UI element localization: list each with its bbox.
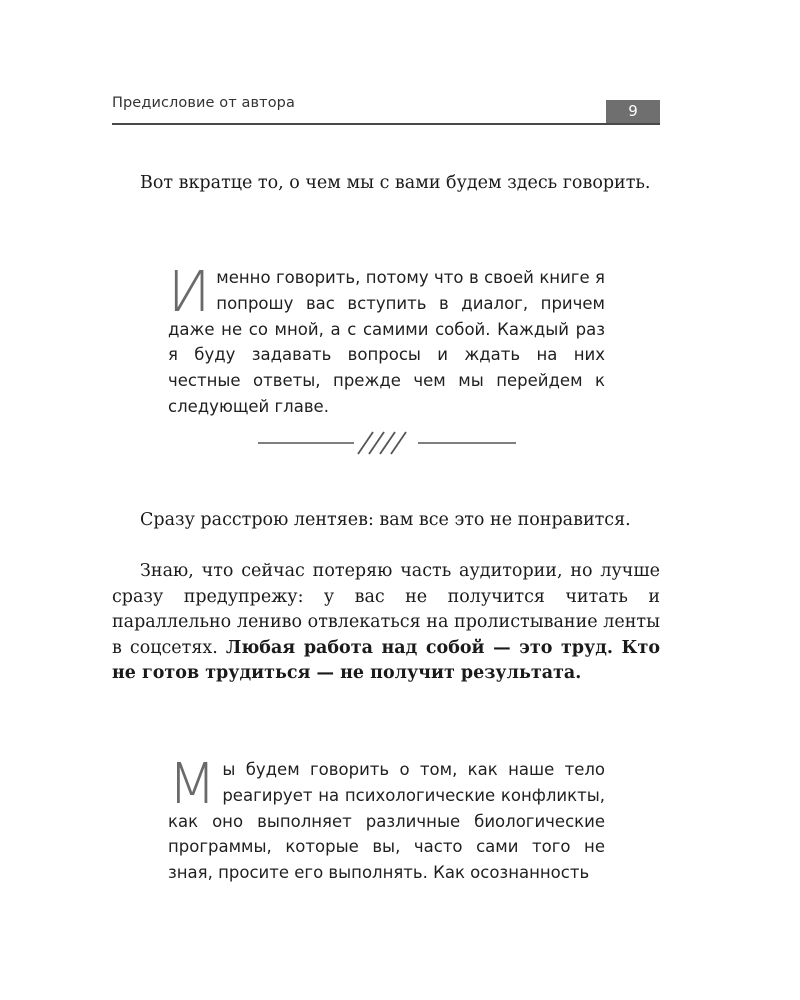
callout-block-2 bbox=[168, 752, 605, 886]
drop-cap: М bbox=[168, 752, 217, 817]
drop-cap: И bbox=[168, 260, 211, 325]
section-divider-ornament bbox=[258, 430, 516, 456]
callout-text: менно говорить, потому что в своей книге я попрошу вас вступить в диалог, причем даже не со мной, а с самими собой. Каждый раз я буду задавать вопросы и ждать на них честные ответы, прежде чем мы перейдем к следующей главе. bbox=[168, 268, 605, 416]
callout-block-1 bbox=[168, 260, 605, 420]
header-rule bbox=[112, 123, 660, 125]
intro-paragraph: Вот вкратце то, о чем мы с вами будем здесь говорить. bbox=[140, 173, 651, 193]
body-paragraph-2 bbox=[112, 559, 660, 687]
body-paragraph-1: Сразу расстрою лентяев: вам все это не понравится. bbox=[140, 510, 631, 530]
body-paragraph-2-emphasis: Любая работа над собой — это труд. Кто не готов трудиться — не получит результата. bbox=[112, 637, 660, 683]
running-header-title: Предисловие от автора bbox=[112, 95, 295, 111]
callout-text: ы будем говорить о том, как наше тело реагирует на психологические конфликты, как оно выполняет различные биологические программы, которые вы, часто сами того не зная, просите его выполнять. Как осознанность bbox=[168, 760, 605, 883]
page-number-badge: 9 bbox=[606, 100, 660, 123]
body-paragraph-2-text: Знаю, что сейчас потеряю часть аудитории, но лучше сразу предупрежу: у вас не получится читать и параллельно лениво отвлекаться на пролистывание ленты в соцсетях. bbox=[112, 561, 660, 658]
